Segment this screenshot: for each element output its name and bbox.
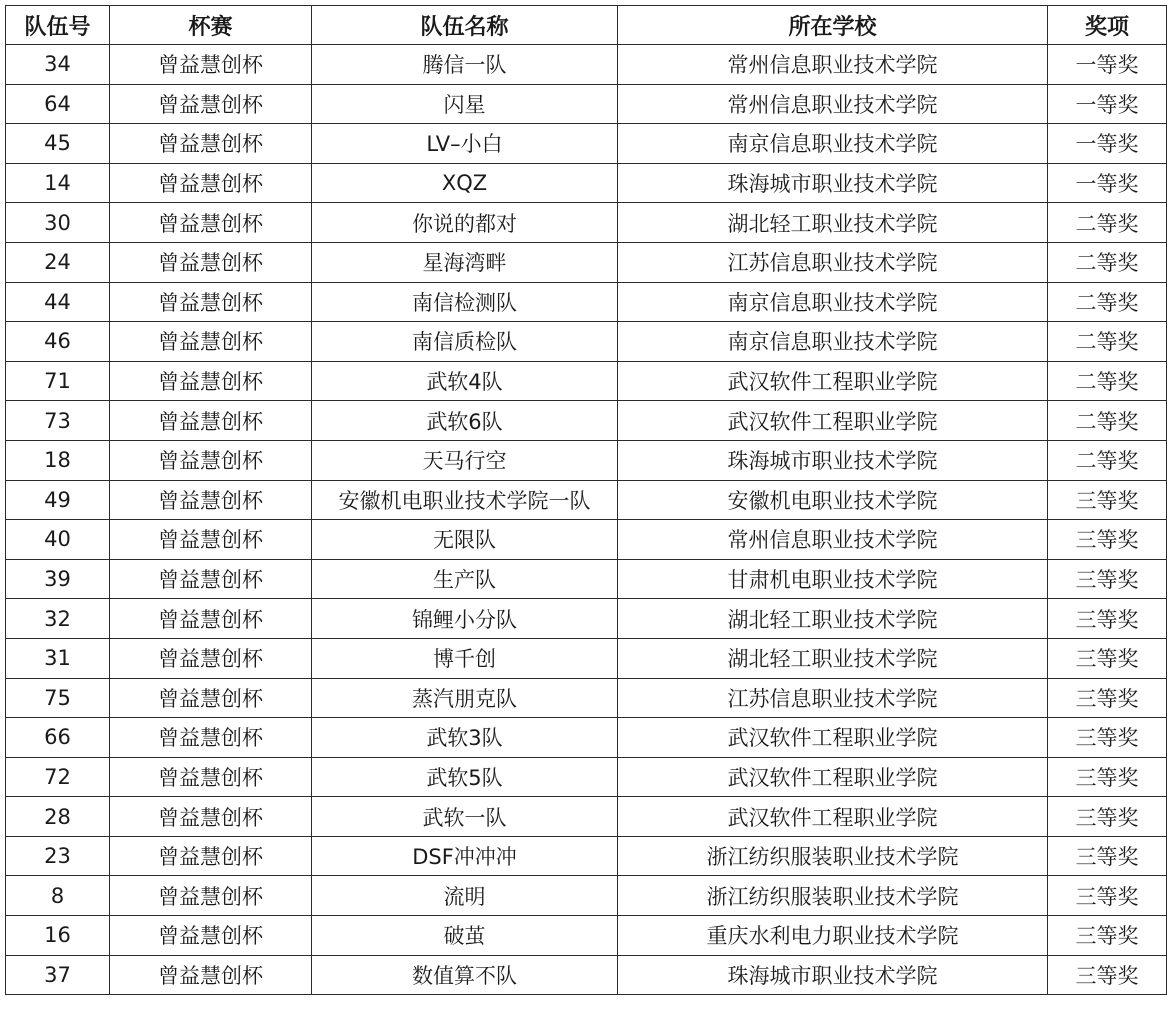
team-name-cell: 腾信一队 xyxy=(312,45,618,85)
team-number-cell: 28 xyxy=(6,797,110,837)
school-cell: 武汉软件工程职业学院 xyxy=(618,718,1048,758)
table-row xyxy=(6,718,1167,758)
award-cell: 三等奖 xyxy=(1048,876,1167,916)
header-cup: 杯赛 xyxy=(110,6,312,45)
cup-cell: 曾益慧创杯 xyxy=(110,757,312,797)
cup-cell: 曾益慧创杯 xyxy=(110,955,312,995)
cup-cell: 曾益慧创杯 xyxy=(110,916,312,956)
team-name-cell: 博千创 xyxy=(312,638,618,678)
school-cell: 常州信息职业技术学院 xyxy=(618,45,1048,85)
table-row xyxy=(6,638,1167,678)
team-number-cell: 73 xyxy=(6,401,110,441)
table-row xyxy=(6,84,1167,124)
cup-cell: 曾益慧创杯 xyxy=(110,599,312,639)
team-name-cell: 南信质检队 xyxy=(312,322,618,362)
team-name-cell: 武软5队 xyxy=(312,757,618,797)
team-number-cell: 34 xyxy=(6,45,110,85)
cup-cell: 曾益慧创杯 xyxy=(110,282,312,322)
team-number-cell: 32 xyxy=(6,599,110,639)
school-cell: 湖北轻工职业技术学院 xyxy=(618,203,1048,243)
school-cell: 甘肃机电职业技术学院 xyxy=(618,559,1048,599)
team-number-cell: 31 xyxy=(6,638,110,678)
team-number-cell: 8 xyxy=(6,876,110,916)
award-cell: 三等奖 xyxy=(1048,836,1167,876)
award-cell: 三等奖 xyxy=(1048,520,1167,560)
table-row xyxy=(6,955,1167,995)
team-name-cell: 破茧 xyxy=(312,916,618,956)
table-row xyxy=(6,282,1167,322)
table-row xyxy=(6,124,1167,164)
team-name-cell: 生产队 xyxy=(312,559,618,599)
team-name-cell: XQZ xyxy=(312,163,618,203)
table-row xyxy=(6,322,1167,362)
award-cell: 三等奖 xyxy=(1048,718,1167,758)
cup-cell: 曾益慧创杯 xyxy=(110,322,312,362)
team-number-cell: 30 xyxy=(6,203,110,243)
award-cell: 二等奖 xyxy=(1048,361,1167,401)
team-name-cell: 天马行空 xyxy=(312,440,618,480)
team-number-cell: 37 xyxy=(6,955,110,995)
table-row xyxy=(6,678,1167,718)
team-name-cell: 你说的都对 xyxy=(312,203,618,243)
award-cell: 二等奖 xyxy=(1048,322,1167,362)
school-cell: 浙江纺织服装职业技术学院 xyxy=(618,876,1048,916)
team-number-cell: 40 xyxy=(6,520,110,560)
table-body xyxy=(6,45,1167,995)
school-cell: 珠海城市职业技术学院 xyxy=(618,163,1048,203)
cup-cell: 曾益慧创杯 xyxy=(110,718,312,758)
award-cell: 三等奖 xyxy=(1048,599,1167,639)
award-cell: 三等奖 xyxy=(1048,480,1167,520)
cup-cell: 曾益慧创杯 xyxy=(110,242,312,282)
award-cell: 一等奖 xyxy=(1048,124,1167,164)
team-number-cell: 18 xyxy=(6,440,110,480)
team-number-cell: 14 xyxy=(6,163,110,203)
school-cell: 珠海城市职业技术学院 xyxy=(618,440,1048,480)
results-table xyxy=(5,5,1167,995)
cup-cell: 曾益慧创杯 xyxy=(110,836,312,876)
team-name-cell: LV–小白 xyxy=(312,124,618,164)
award-cell: 一等奖 xyxy=(1048,45,1167,85)
table-row xyxy=(6,916,1167,956)
table-row xyxy=(6,876,1167,916)
team-number-cell: 71 xyxy=(6,361,110,401)
school-cell: 珠海城市职业技术学院 xyxy=(618,955,1048,995)
table-row xyxy=(6,599,1167,639)
team-number-cell: 49 xyxy=(6,480,110,520)
table-row xyxy=(6,520,1167,560)
team-name-cell: 武软6队 xyxy=(312,401,618,441)
table-row xyxy=(6,401,1167,441)
school-cell: 常州信息职业技术学院 xyxy=(618,520,1048,560)
team-name-cell: 锦鲤小分队 xyxy=(312,599,618,639)
team-name-cell: 蒸汽朋克队 xyxy=(312,678,618,718)
cup-cell: 曾益慧创杯 xyxy=(110,520,312,560)
team-number-cell: 45 xyxy=(6,124,110,164)
award-cell: 二等奖 xyxy=(1048,440,1167,480)
team-name-cell: 星海湾畔 xyxy=(312,242,618,282)
table-row xyxy=(6,836,1167,876)
cup-cell: 曾益慧创杯 xyxy=(110,84,312,124)
school-cell: 南京信息职业技术学院 xyxy=(618,124,1048,164)
cup-cell: 曾益慧创杯 xyxy=(110,203,312,243)
school-cell: 重庆水利电力职业技术学院 xyxy=(618,916,1048,956)
team-name-cell: 安徽机电职业技术学院一队 xyxy=(312,480,618,520)
header-row xyxy=(6,6,1167,45)
school-cell: 武汉软件工程职业学院 xyxy=(618,361,1048,401)
school-cell: 武汉软件工程职业学院 xyxy=(618,797,1048,837)
cup-cell: 曾益慧创杯 xyxy=(110,559,312,599)
team-number-cell: 39 xyxy=(6,559,110,599)
table-row xyxy=(6,163,1167,203)
team-number-cell: 64 xyxy=(6,84,110,124)
team-name-cell: 南信检测队 xyxy=(312,282,618,322)
team-number-cell: 44 xyxy=(6,282,110,322)
team-name-cell: 武软3队 xyxy=(312,718,618,758)
cup-cell: 曾益慧创杯 xyxy=(110,361,312,401)
team-name-cell: 数值算不队 xyxy=(312,955,618,995)
table-row xyxy=(6,242,1167,282)
team-number-cell: 24 xyxy=(6,242,110,282)
school-cell: 江苏信息职业技术学院 xyxy=(618,678,1048,718)
school-cell: 湖北轻工职业技术学院 xyxy=(618,638,1048,678)
team-number-cell: 16 xyxy=(6,916,110,956)
cup-cell: 曾益慧创杯 xyxy=(110,797,312,837)
team-name-cell: 闪星 xyxy=(312,84,618,124)
header-school: 所在学校 xyxy=(618,6,1048,45)
cup-cell: 曾益慧创杯 xyxy=(110,401,312,441)
table-row xyxy=(6,797,1167,837)
team-name-cell: 流明 xyxy=(312,876,618,916)
team-number-cell: 46 xyxy=(6,322,110,362)
award-cell: 二等奖 xyxy=(1048,203,1167,243)
cup-cell: 曾益慧创杯 xyxy=(110,440,312,480)
table-row xyxy=(6,203,1167,243)
school-cell: 浙江纺织服装职业技术学院 xyxy=(618,836,1048,876)
award-cell: 一等奖 xyxy=(1048,84,1167,124)
cup-cell: 曾益慧创杯 xyxy=(110,163,312,203)
school-cell: 武汉软件工程职业学院 xyxy=(618,757,1048,797)
school-cell: 江苏信息职业技术学院 xyxy=(618,242,1048,282)
school-cell: 武汉软件工程职业学院 xyxy=(618,401,1048,441)
award-cell: 三等奖 xyxy=(1048,757,1167,797)
school-cell: 湖北轻工职业技术学院 xyxy=(618,599,1048,639)
cup-cell: 曾益慧创杯 xyxy=(110,678,312,718)
school-cell: 安徽机电职业技术学院 xyxy=(618,480,1048,520)
award-cell: 三等奖 xyxy=(1048,559,1167,599)
team-name-cell: 武软4队 xyxy=(312,361,618,401)
team-name-cell: DSF冲冲冲 xyxy=(312,836,618,876)
award-cell: 三等奖 xyxy=(1048,678,1167,718)
team-number-cell: 72 xyxy=(6,757,110,797)
cup-cell: 曾益慧创杯 xyxy=(110,876,312,916)
award-cell: 三等奖 xyxy=(1048,955,1167,995)
header-team-number: 队伍号 xyxy=(6,6,110,45)
table-row xyxy=(6,45,1167,85)
award-cell: 三等奖 xyxy=(1048,638,1167,678)
team-name-cell: 武软一队 xyxy=(312,797,618,837)
team-number-cell: 66 xyxy=(6,718,110,758)
cup-cell: 曾益慧创杯 xyxy=(110,638,312,678)
cup-cell: 曾益慧创杯 xyxy=(110,124,312,164)
team-name-cell: 无限队 xyxy=(312,520,618,560)
award-cell: 三等奖 xyxy=(1048,797,1167,837)
school-cell: 南京信息职业技术学院 xyxy=(618,282,1048,322)
table-row xyxy=(6,440,1167,480)
school-cell: 南京信息职业技术学院 xyxy=(618,322,1048,362)
team-number-cell: 23 xyxy=(6,836,110,876)
cup-cell: 曾益慧创杯 xyxy=(110,45,312,85)
award-cell: 一等奖 xyxy=(1048,163,1167,203)
award-cell: 二等奖 xyxy=(1048,282,1167,322)
header-award: 奖项 xyxy=(1048,6,1167,45)
table-row xyxy=(6,757,1167,797)
table-row xyxy=(6,361,1167,401)
school-cell: 常州信息职业技术学院 xyxy=(618,84,1048,124)
cup-cell: 曾益慧创杯 xyxy=(110,480,312,520)
table-row xyxy=(6,559,1167,599)
award-cell: 二等奖 xyxy=(1048,242,1167,282)
award-cell: 三等奖 xyxy=(1048,916,1167,956)
team-number-cell: 75 xyxy=(6,678,110,718)
award-cell: 二等奖 xyxy=(1048,401,1167,441)
table-row xyxy=(6,480,1167,520)
header-team-name: 队伍名称 xyxy=(312,6,618,45)
